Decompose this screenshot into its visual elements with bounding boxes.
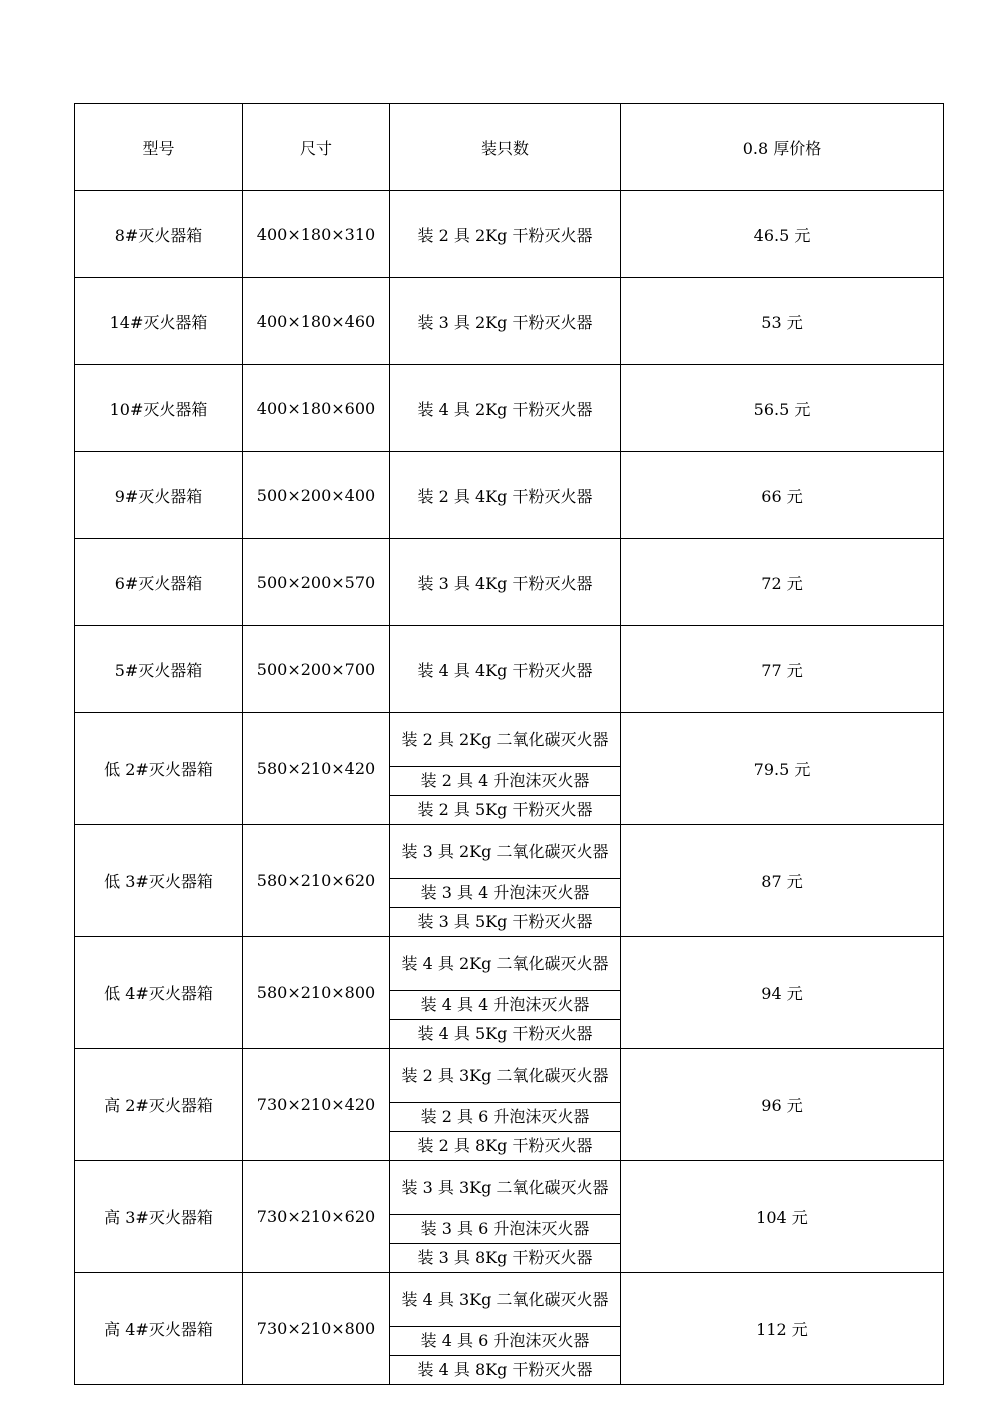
table-row <box>75 539 944 626</box>
model-cell: 5#灭火器箱 <box>75 626 243 713</box>
price-cell: 46.5 元 <box>621 191 944 278</box>
table-row <box>75 713 944 767</box>
size-cell: 500×200×400 <box>243 452 390 539</box>
price-cell: 56.5 元 <box>621 365 944 452</box>
capacity-cell: 装 3 具 3Kg 二氧化碳灭火器 <box>390 1161 621 1215</box>
model-cell: 低 4#灭火器箱 <box>75 937 243 1049</box>
capacity-cell: 装 2 具 3Kg 二氧化碳灭火器 <box>390 1049 621 1103</box>
size-cell: 730×210×420 <box>243 1049 390 1161</box>
price-table <box>74 103 944 1385</box>
size-cell: 500×200×570 <box>243 539 390 626</box>
model-cell: 14#灭火器箱 <box>75 278 243 365</box>
model-cell: 高 3#灭火器箱 <box>75 1161 243 1273</box>
size-cell: 500×200×700 <box>243 626 390 713</box>
price-cell: 72 元 <box>621 539 944 626</box>
capacity-cell: 装 3 具 2Kg 二氧化碳灭火器 <box>390 825 621 879</box>
header-row <box>75 104 944 191</box>
price-cell: 94 元 <box>621 937 944 1049</box>
capacity-cell: 装 3 具 4 升泡沫灭火器 <box>390 879 621 908</box>
price-cell: 87 元 <box>621 825 944 937</box>
price-cell: 104 元 <box>621 1161 944 1273</box>
capacity-cell: 装 3 具 6 升泡沫灭火器 <box>390 1215 621 1244</box>
table-row <box>75 825 944 879</box>
capacity-cell: 装 3 具 4Kg 干粉灭火器 <box>390 539 621 626</box>
capacity-cell: 装 2 具 4Kg 干粉灭火器 <box>390 452 621 539</box>
model-cell: 10#灭火器箱 <box>75 365 243 452</box>
capacity-cell: 装 2 具 8Kg 干粉灭火器 <box>390 1132 621 1161</box>
size-cell: 400×180×310 <box>243 191 390 278</box>
price-cell: 79.5 元 <box>621 713 944 825</box>
table-body <box>75 191 944 1385</box>
header-size: 尺寸 <box>243 104 390 191</box>
capacity-cell: 装 3 具 5Kg 干粉灭火器 <box>390 908 621 937</box>
capacity-cell: 装 2 具 5Kg 干粉灭火器 <box>390 796 621 825</box>
price-cell: 96 元 <box>621 1049 944 1161</box>
model-cell: 高 4#灭火器箱 <box>75 1273 243 1385</box>
capacity-cell: 装 2 具 6 升泡沫灭火器 <box>390 1103 621 1132</box>
header-model: 型号 <box>75 104 243 191</box>
table-row <box>75 1273 944 1327</box>
size-cell: 580×210×620 <box>243 825 390 937</box>
price-cell: 77 元 <box>621 626 944 713</box>
capacity-cell: 装 3 具 8Kg 干粉灭火器 <box>390 1244 621 1273</box>
size-cell: 400×180×600 <box>243 365 390 452</box>
size-cell: 580×210×420 <box>243 713 390 825</box>
model-cell: 低 2#灭火器箱 <box>75 713 243 825</box>
capacity-cell: 装 4 具 5Kg 干粉灭火器 <box>390 1020 621 1049</box>
table-row <box>75 1049 944 1103</box>
size-cell: 730×210×800 <box>243 1273 390 1385</box>
table-row <box>75 626 944 713</box>
price-cell: 112 元 <box>621 1273 944 1385</box>
price-cell: 66 元 <box>621 452 944 539</box>
size-cell: 400×180×460 <box>243 278 390 365</box>
capacity-cell: 装 4 具 3Kg 二氧化碳灭火器 <box>390 1273 621 1327</box>
capacity-cell: 装 4 具 8Kg 干粉灭火器 <box>390 1356 621 1385</box>
capacity-cell: 装 4 具 4 升泡沫灭火器 <box>390 991 621 1020</box>
model-cell: 低 3#灭火器箱 <box>75 825 243 937</box>
model-cell: 6#灭火器箱 <box>75 539 243 626</box>
table-row <box>75 1161 944 1215</box>
price-cell: 53 元 <box>621 278 944 365</box>
size-cell: 730×210×620 <box>243 1161 390 1273</box>
model-cell: 高 2#灭火器箱 <box>75 1049 243 1161</box>
capacity-cell: 装 4 具 4Kg 干粉灭火器 <box>390 626 621 713</box>
table-row <box>75 365 944 452</box>
model-cell: 9#灭火器箱 <box>75 452 243 539</box>
capacity-cell: 装 4 具 6 升泡沫灭火器 <box>390 1327 621 1356</box>
capacity-cell: 装 4 具 2Kg 二氧化碳灭火器 <box>390 937 621 991</box>
table-row <box>75 937 944 991</box>
table-row <box>75 452 944 539</box>
table-row <box>75 191 944 278</box>
header-price: 0.8 厚价格 <box>621 104 944 191</box>
model-cell: 8#灭火器箱 <box>75 191 243 278</box>
capacity-cell: 装 2 具 4 升泡沫灭火器 <box>390 767 621 796</box>
capacity-cell: 装 4 具 2Kg 干粉灭火器 <box>390 365 621 452</box>
header-capacity: 装只数 <box>390 104 621 191</box>
table-header <box>75 104 944 191</box>
table-row <box>75 278 944 365</box>
capacity-cell: 装 2 具 2Kg 二氧化碳灭火器 <box>390 713 621 767</box>
capacity-cell: 装 3 具 2Kg 干粉灭火器 <box>390 278 621 365</box>
size-cell: 580×210×800 <box>243 937 390 1049</box>
capacity-cell: 装 2 具 2Kg 干粉灭火器 <box>390 191 621 278</box>
